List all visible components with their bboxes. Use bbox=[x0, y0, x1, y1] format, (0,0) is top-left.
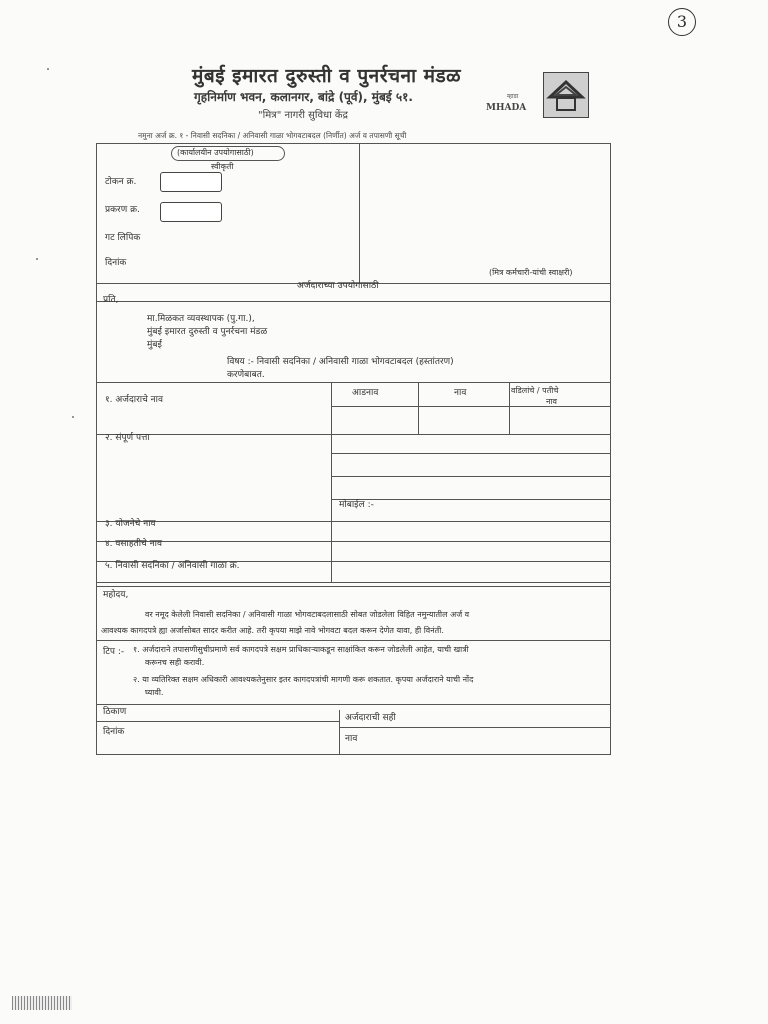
note-label: टिप :- bbox=[103, 647, 125, 657]
footer-name-label: नाव bbox=[345, 734, 358, 744]
mhada-logo bbox=[543, 72, 589, 118]
addressee-line-1: मा.मिळकत व्यवस्थापक (पु.गा.), bbox=[147, 314, 255, 324]
note-1-b: करूनच सही करावी. bbox=[145, 658, 205, 667]
full-address-label: २. संपूर्ण पत्ता bbox=[105, 433, 150, 443]
house-icon bbox=[544, 73, 588, 117]
acceptance-label: स्वीकृती bbox=[211, 162, 234, 171]
office-date-label: दिनांक bbox=[105, 258, 127, 268]
staff-signature-label: (मित्र कर्मचारी-यांची स्वाक्षरी) bbox=[489, 268, 573, 277]
case-input[interactable] bbox=[160, 202, 222, 222]
scan-speck bbox=[47, 68, 49, 70]
subject-line-1: विषय :- निवासी सदनिका / अनिवासी गाळा भोगवटाबदल (हस्तांतरण) bbox=[227, 357, 454, 367]
place-label: ठिकाण bbox=[103, 707, 127, 717]
father-husband-header-2: नाव bbox=[546, 397, 557, 406]
scan-speck bbox=[72, 416, 74, 418]
applicant-use-heading: अर्जदाराच्या उपयोगासाठी bbox=[297, 281, 379, 291]
scan-speck bbox=[36, 258, 38, 260]
note-2-b: घ्यावी. bbox=[145, 688, 164, 697]
header-center: "मित्र" नागरी सुविधा केंद्र bbox=[258, 110, 348, 121]
first-name-header: नाव bbox=[454, 388, 467, 398]
letter-body-1: वर नमूद केलेली निवासी सदनिका / अनिवासी गाळा भोगवटाबदलासाठी सोबत जोडलेला विहित नमुन्यातील अर्ज व bbox=[145, 610, 470, 619]
header-title: मुंबई इमारत दुरुस्ती व पुनर्रचना मंडळ bbox=[192, 65, 462, 87]
scheme-name-label: ३. योजनेचे नाव bbox=[105, 519, 156, 529]
surname-header: आडनाव bbox=[352, 388, 379, 398]
scan-barcode-mark bbox=[12, 996, 72, 1010]
addressee-line-2: मुंबई इमारत दुरुस्ती व पुनर्रचना मंडळ bbox=[147, 327, 268, 337]
addressee-line-3: मुंबई bbox=[147, 340, 162, 350]
office-use-heading: (कार्यालयीन उपयोगासाठी) bbox=[177, 148, 254, 157]
form-title: नमुना अर्ज क्र. १ - निवासी सदनिका / अनिवासी गाळा भोगवटाबदल (निर्णीत) अर्ज व तपासणी सूची bbox=[138, 131, 407, 140]
father-husband-header-1: वडिलांचे / पतीचे bbox=[511, 386, 559, 395]
application-form bbox=[96, 143, 611, 755]
logo-text: MHADA bbox=[486, 103, 527, 113]
case-label: प्रकरण क्र. bbox=[105, 205, 140, 215]
logo-label: म्हाडा bbox=[507, 93, 519, 100]
applicant-signature-label: अर्जदाराची सही bbox=[345, 713, 396, 723]
token-input[interactable] bbox=[160, 172, 222, 192]
note-2-a: २. या व्यतिरिक्त सक्षम अधिकारी आवश्यकतेनुसार इतर कागदपत्रांची मागणी करू शकतात. कृपया अर्जदाराने याची नोंद bbox=[133, 675, 474, 684]
to-label: प्रति, bbox=[103, 295, 119, 305]
token-label: टोकन क्र. bbox=[105, 177, 137, 187]
footer-date-label: दिनांक bbox=[103, 727, 125, 737]
note-1-a: १. अर्जदाराने तपासणीसुचीप्रमाणे सर्व कागदपत्रे सक्षम प्राधिकाऱ्याकडून साक्षांकित करून जोडलेली आहेत, याची खात्री bbox=[133, 645, 469, 654]
settlement-name-label: ४. वसाहतीचे नाव bbox=[105, 539, 162, 549]
letter-body-2: आवश्यक कागदपत्रे ह्या अर्जासोबत सादर करीत आहे. तरी कृपया माझे नावे भोगवटा बदल करून देणेत यावा, ही विनंती. bbox=[101, 626, 444, 635]
mobile-label: मोबाईल :- bbox=[339, 500, 374, 510]
clerk-label: गट लिपिक bbox=[105, 233, 141, 243]
header-address: गृहनिर्माण भवन, कलानगर, बांद्रे (पूर्व), मुंबई ५१. bbox=[194, 90, 413, 104]
unit-number-label: ५. निवासी सदनिका / अनिवासी गाळा क्र. bbox=[105, 561, 240, 571]
salutation: महोदय, bbox=[103, 590, 129, 600]
applicant-name-label: १. अर्जदाराचे नाव bbox=[105, 395, 163, 405]
page-number: 3 bbox=[668, 8, 696, 36]
subject-line-2: करणेबाबत. bbox=[227, 370, 265, 380]
